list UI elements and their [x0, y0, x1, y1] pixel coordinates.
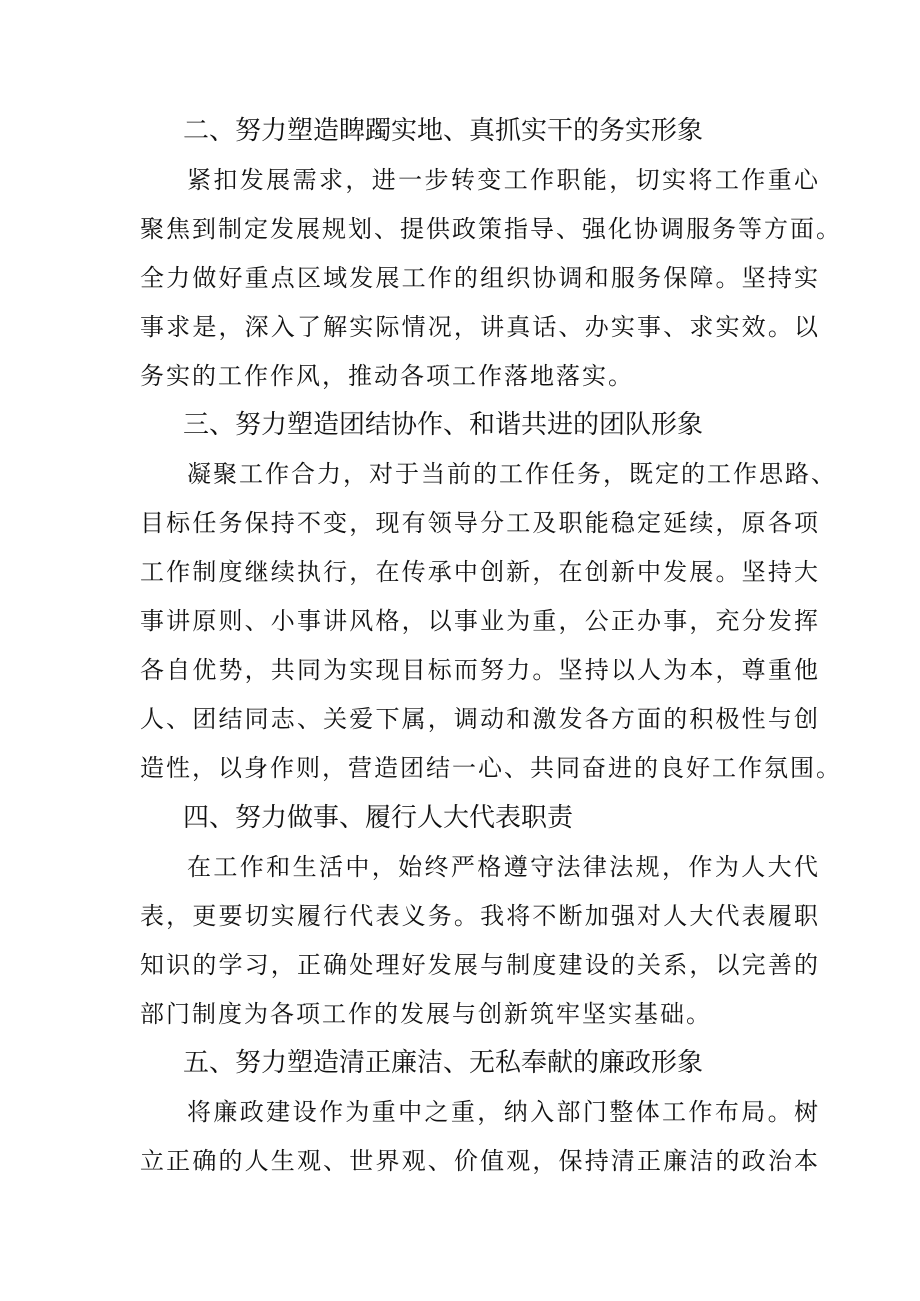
paragraph-line: 知识的学习，正确处理好发展与制度建设的关系，以完善的 [140, 951, 820, 979]
paragraph-line: 凝聚工作合力，对于当前的工作任务，既定的工作思路、 [187, 460, 837, 488]
paragraph-line: 人、团结同志、关爱下属，调动和激发各方面的积极性与创 [140, 705, 820, 733]
paragraph-line: 事讲原则、小事讲风格，以事业为重，公正办事，充分发挥 [140, 607, 820, 635]
paragraph-line: 造性，以身作则，营造团结一心、共同奋进的良好工作氛围。 [140, 754, 842, 782]
paragraph-line: 事求是，深入了解实际情况，讲真话、办实事、求实效。以 [140, 313, 820, 341]
paragraph-line: 工作制度继续执行，在传承中创新，在创新中发展。坚持大 [140, 558, 820, 586]
paragraph-line: 全力做好重点区域发展工作的组织协调和服务保障。坚持实 [140, 264, 820, 292]
section-heading: 三、努力塑造团结协作、和谐共进的团队形象 [183, 410, 704, 440]
paragraph-line: 将廉政建设作为重中之重，纳入部门整体工作布局。树 [187, 1098, 820, 1126]
paragraph-line: 部门制度为各项工作的发展与创新筑牢坚实基础。 [140, 1000, 712, 1028]
paragraph-line: 目标任务保持不变，现有领导分工及职能稳定延续，原各项 [140, 509, 820, 537]
paragraph-line: 务实的工作作风，推动各项工作落地落实。 [140, 362, 634, 390]
section-heading: 二、努力塑造睥躅实地、真抓实干的务实形象 [183, 116, 704, 146]
paragraph-line: 各自优势，共同为实现目标而努力。坚持以人为本，尊重他 [140, 656, 820, 684]
paragraph-line: 聚焦到制定发展规划、提供政策指导、强化协调服务等方面。 [140, 215, 842, 243]
paragraph-line: 在工作和生活中，始终严格遵守法律法规，作为人大代 [187, 853, 820, 881]
section-heading: 四、努力做事、履行人大代表职责 [183, 803, 574, 833]
section-heading: 五、努力塑造清正廉洁、无私奉献的廉政形象 [183, 1048, 704, 1078]
paragraph-line: 紧扣发展需求，进一步转变工作职能，切实将工作重心 [187, 166, 820, 194]
paragraph-line: 表，更要切实履行代表义务。我将不断加强对人大代表履职 [140, 902, 820, 930]
paragraph-line: 立正确的人生观、世界观、价值观，保持清正廉洁的政治本 [140, 1147, 820, 1175]
